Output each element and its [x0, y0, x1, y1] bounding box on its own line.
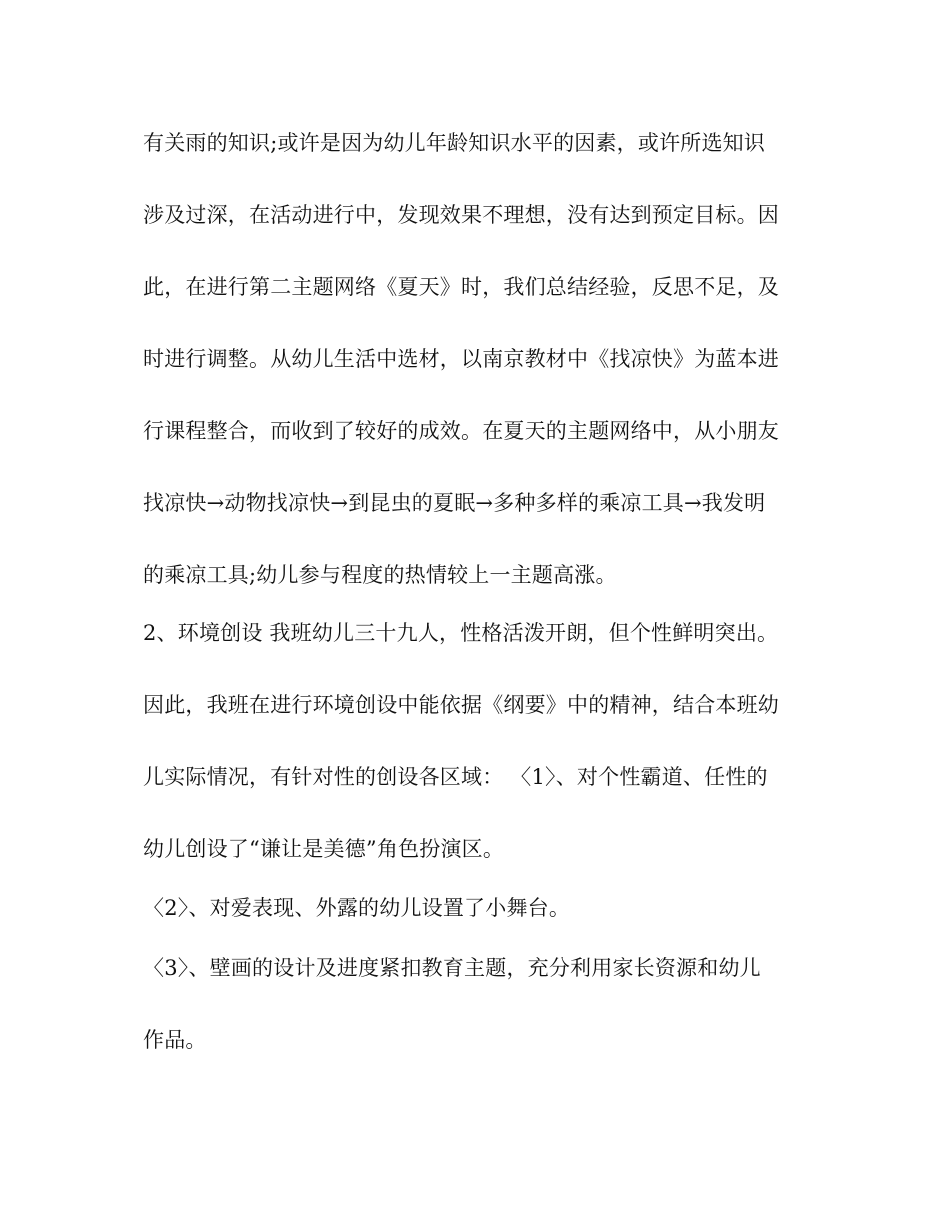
- text-line: 找凉快→动物找凉快→到昆虫的夏眠→多种多样的乘凉工具→我发明: [143, 491, 766, 515]
- text-line: 2、环境创设 我班幼儿三十九人，性格活泼开朗，但个性鲜明突出。: [143, 621, 779, 645]
- text-line: 此，在进行第二主题网络《夏天》时，我们总结经验，反思不足，及: [143, 275, 779, 299]
- text-line: 〈2〉、对爱表现、外露的幼儿设置了小舞台。: [143, 896, 571, 920]
- text-line: 有关雨的知识;或许是因为幼儿年龄知识水平的因素，或许所选知识: [143, 131, 766, 155]
- text-line: 幼儿创设了“谦让是美德”角色扮演区。: [143, 837, 505, 861]
- text-line: 的乘凉工具;幼儿参与程度的热情较上一主题高涨。: [143, 563, 617, 587]
- text-line: 涉及过深，在活动进行中，发现效果不理想，没有达到预定目标。因: [143, 203, 779, 227]
- text-line: 作品。: [143, 1028, 207, 1052]
- text-line: 时进行调整。从幼儿生活中选材，以南京教材中《找凉快》为蓝本进: [143, 347, 779, 371]
- text-line: 因此，我班在进行环境创设中能依据《纲要》中的精神，结合本班幼: [143, 693, 779, 717]
- text-line: 儿实际情况，有针对性的创设各区域： 〈1〉、对个性霸道、任性的: [143, 765, 768, 789]
- text-line: 行课程整合，而收到了较好的成效。在夏天的主题网络中，从小朋友: [143, 419, 779, 443]
- text-line: 〈3〉、壁画的设计及进度紧扣教育主题，充分利用家长资源和幼儿: [143, 956, 761, 980]
